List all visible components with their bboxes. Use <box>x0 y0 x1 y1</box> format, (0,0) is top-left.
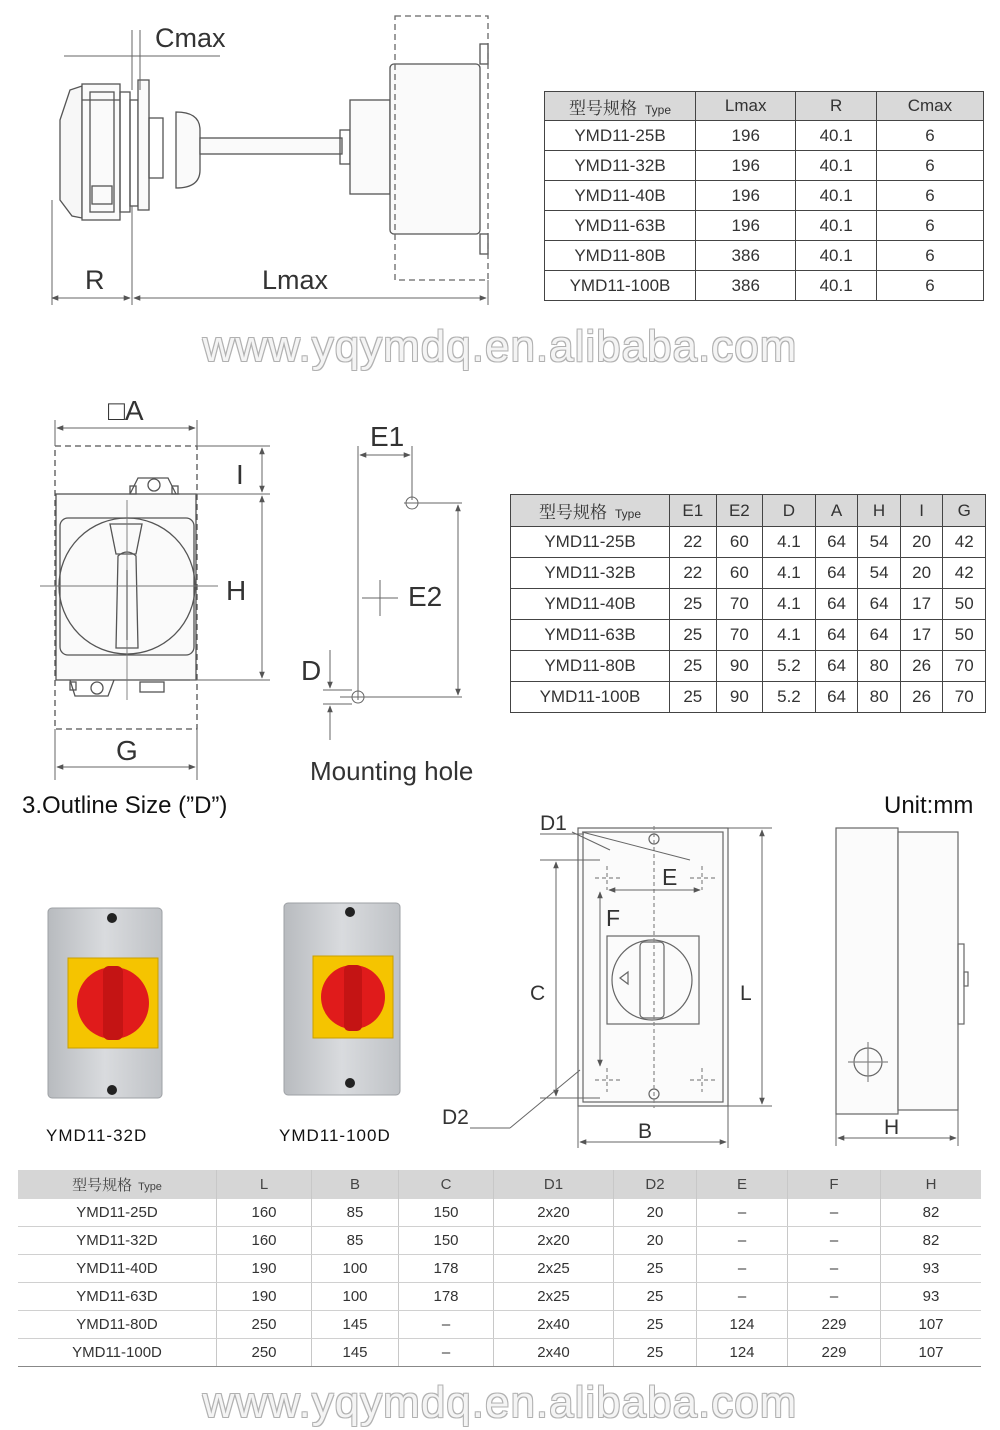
e-label: E <box>662 864 678 890</box>
column-header: G <box>943 495 986 527</box>
c-label: C <box>530 982 546 1005</box>
column-header: L <box>217 1170 312 1199</box>
table-row: YMD11-63B 196 40.1 6 <box>545 211 984 241</box>
column-header: F <box>788 1170 881 1199</box>
d1-label: D1 <box>540 812 567 835</box>
table-row: YMD11-63D 190 100 178 2x25 25 – – 93 <box>18 1283 981 1311</box>
h-label: H <box>226 575 247 606</box>
column-header: E <box>697 1170 788 1199</box>
column-header: H <box>881 1170 982 1199</box>
column-header: D2 <box>614 1170 697 1199</box>
table-row: YMD11-80B 386 40.1 6 <box>545 241 984 271</box>
table-row: YMD11-32B 22 60 4.1 64 54 20 42 <box>511 558 986 589</box>
column-header: Cmax <box>876 92 983 121</box>
column-header: H <box>858 495 901 527</box>
table-row: YMD11-25B 22 60 4.1 64 54 20 42 <box>511 527 986 558</box>
type-header: 型号规格 Type <box>511 495 670 527</box>
e1-label: E1 <box>370 421 405 452</box>
table-row: YMD11-25D 160 85 150 2x20 20 – – 82 <box>18 1199 981 1227</box>
table-row: YMD11-32B 196 40.1 6 <box>545 151 984 181</box>
table-row: YMD11-32D 160 85 150 2x20 20 – – 82 <box>18 1227 981 1255</box>
column-header: D1 <box>494 1170 614 1199</box>
mounting-hole-caption: Mounting hole <box>310 756 474 786</box>
type-header: 型号规格 Type <box>545 92 696 121</box>
f-label: F <box>606 905 621 931</box>
b-label: B <box>638 1120 653 1143</box>
column-header: Lmax <box>696 92 796 121</box>
column-header: C <box>399 1170 494 1199</box>
d-series-dimension-table <box>18 1170 981 1367</box>
column-header: D <box>763 495 816 527</box>
watermark-top: www.yqymdq.en.alibaba.com <box>202 322 798 371</box>
table-row: YMD11-100B 25 90 5.2 64 80 26 70 <box>511 682 986 713</box>
table-row: YMD11-100D 250 145 – 2x40 25 124 229 107 <box>18 1339 981 1367</box>
column-header: B <box>312 1170 399 1199</box>
column-header: E1 <box>670 495 717 527</box>
table-row: YMD11-80B 25 90 5.2 64 80 26 70 <box>511 651 986 682</box>
d2-label: D2 <box>442 1106 469 1129</box>
h-side-label: H <box>884 1116 900 1139</box>
column-header: A <box>815 495 858 527</box>
section-title: 3.Outline Size (”D”) <box>22 792 228 819</box>
table-row: YMD11-25B 196 40.1 6 <box>545 121 984 151</box>
column-header: R <box>796 92 876 121</box>
table-row: YMD11-80D 250 145 – 2x40 25 124 229 107 <box>18 1311 981 1339</box>
table-row: YMD11-63B 25 70 4.1 64 64 17 50 <box>511 620 986 651</box>
product-caption-2: YMD11-100D <box>279 1126 391 1145</box>
lmax-label: Lmax <box>262 265 329 295</box>
table-row: YMD11-100B 386 40.1 6 <box>545 271 984 301</box>
i-label: I <box>236 459 244 490</box>
table-row: YMD11-40B 25 70 4.1 64 64 17 50 <box>511 589 986 620</box>
watermark-bottom: www.yqymdq.en.alibaba.com <box>202 1378 798 1427</box>
g-label: G <box>116 735 138 766</box>
d-label: D <box>301 655 322 686</box>
l-label: L <box>740 982 752 1005</box>
product-caption-1: YMD11-32D <box>46 1126 148 1145</box>
r-label: R <box>85 265 105 295</box>
column-header: I <box>900 495 943 527</box>
type-header: 型号规格 Type <box>18 1170 217 1199</box>
table-row: YMD11-40B 196 40.1 6 <box>545 181 984 211</box>
cmax-label: Cmax <box>155 23 226 53</box>
a-label: □A <box>108 395 144 426</box>
column-header: E2 <box>716 495 763 527</box>
e2-label: E2 <box>408 581 443 612</box>
unit-label: Unit:mm <box>884 792 974 819</box>
table-row: YMD11-40D 190 100 178 2x25 25 – – 93 <box>18 1255 981 1283</box>
